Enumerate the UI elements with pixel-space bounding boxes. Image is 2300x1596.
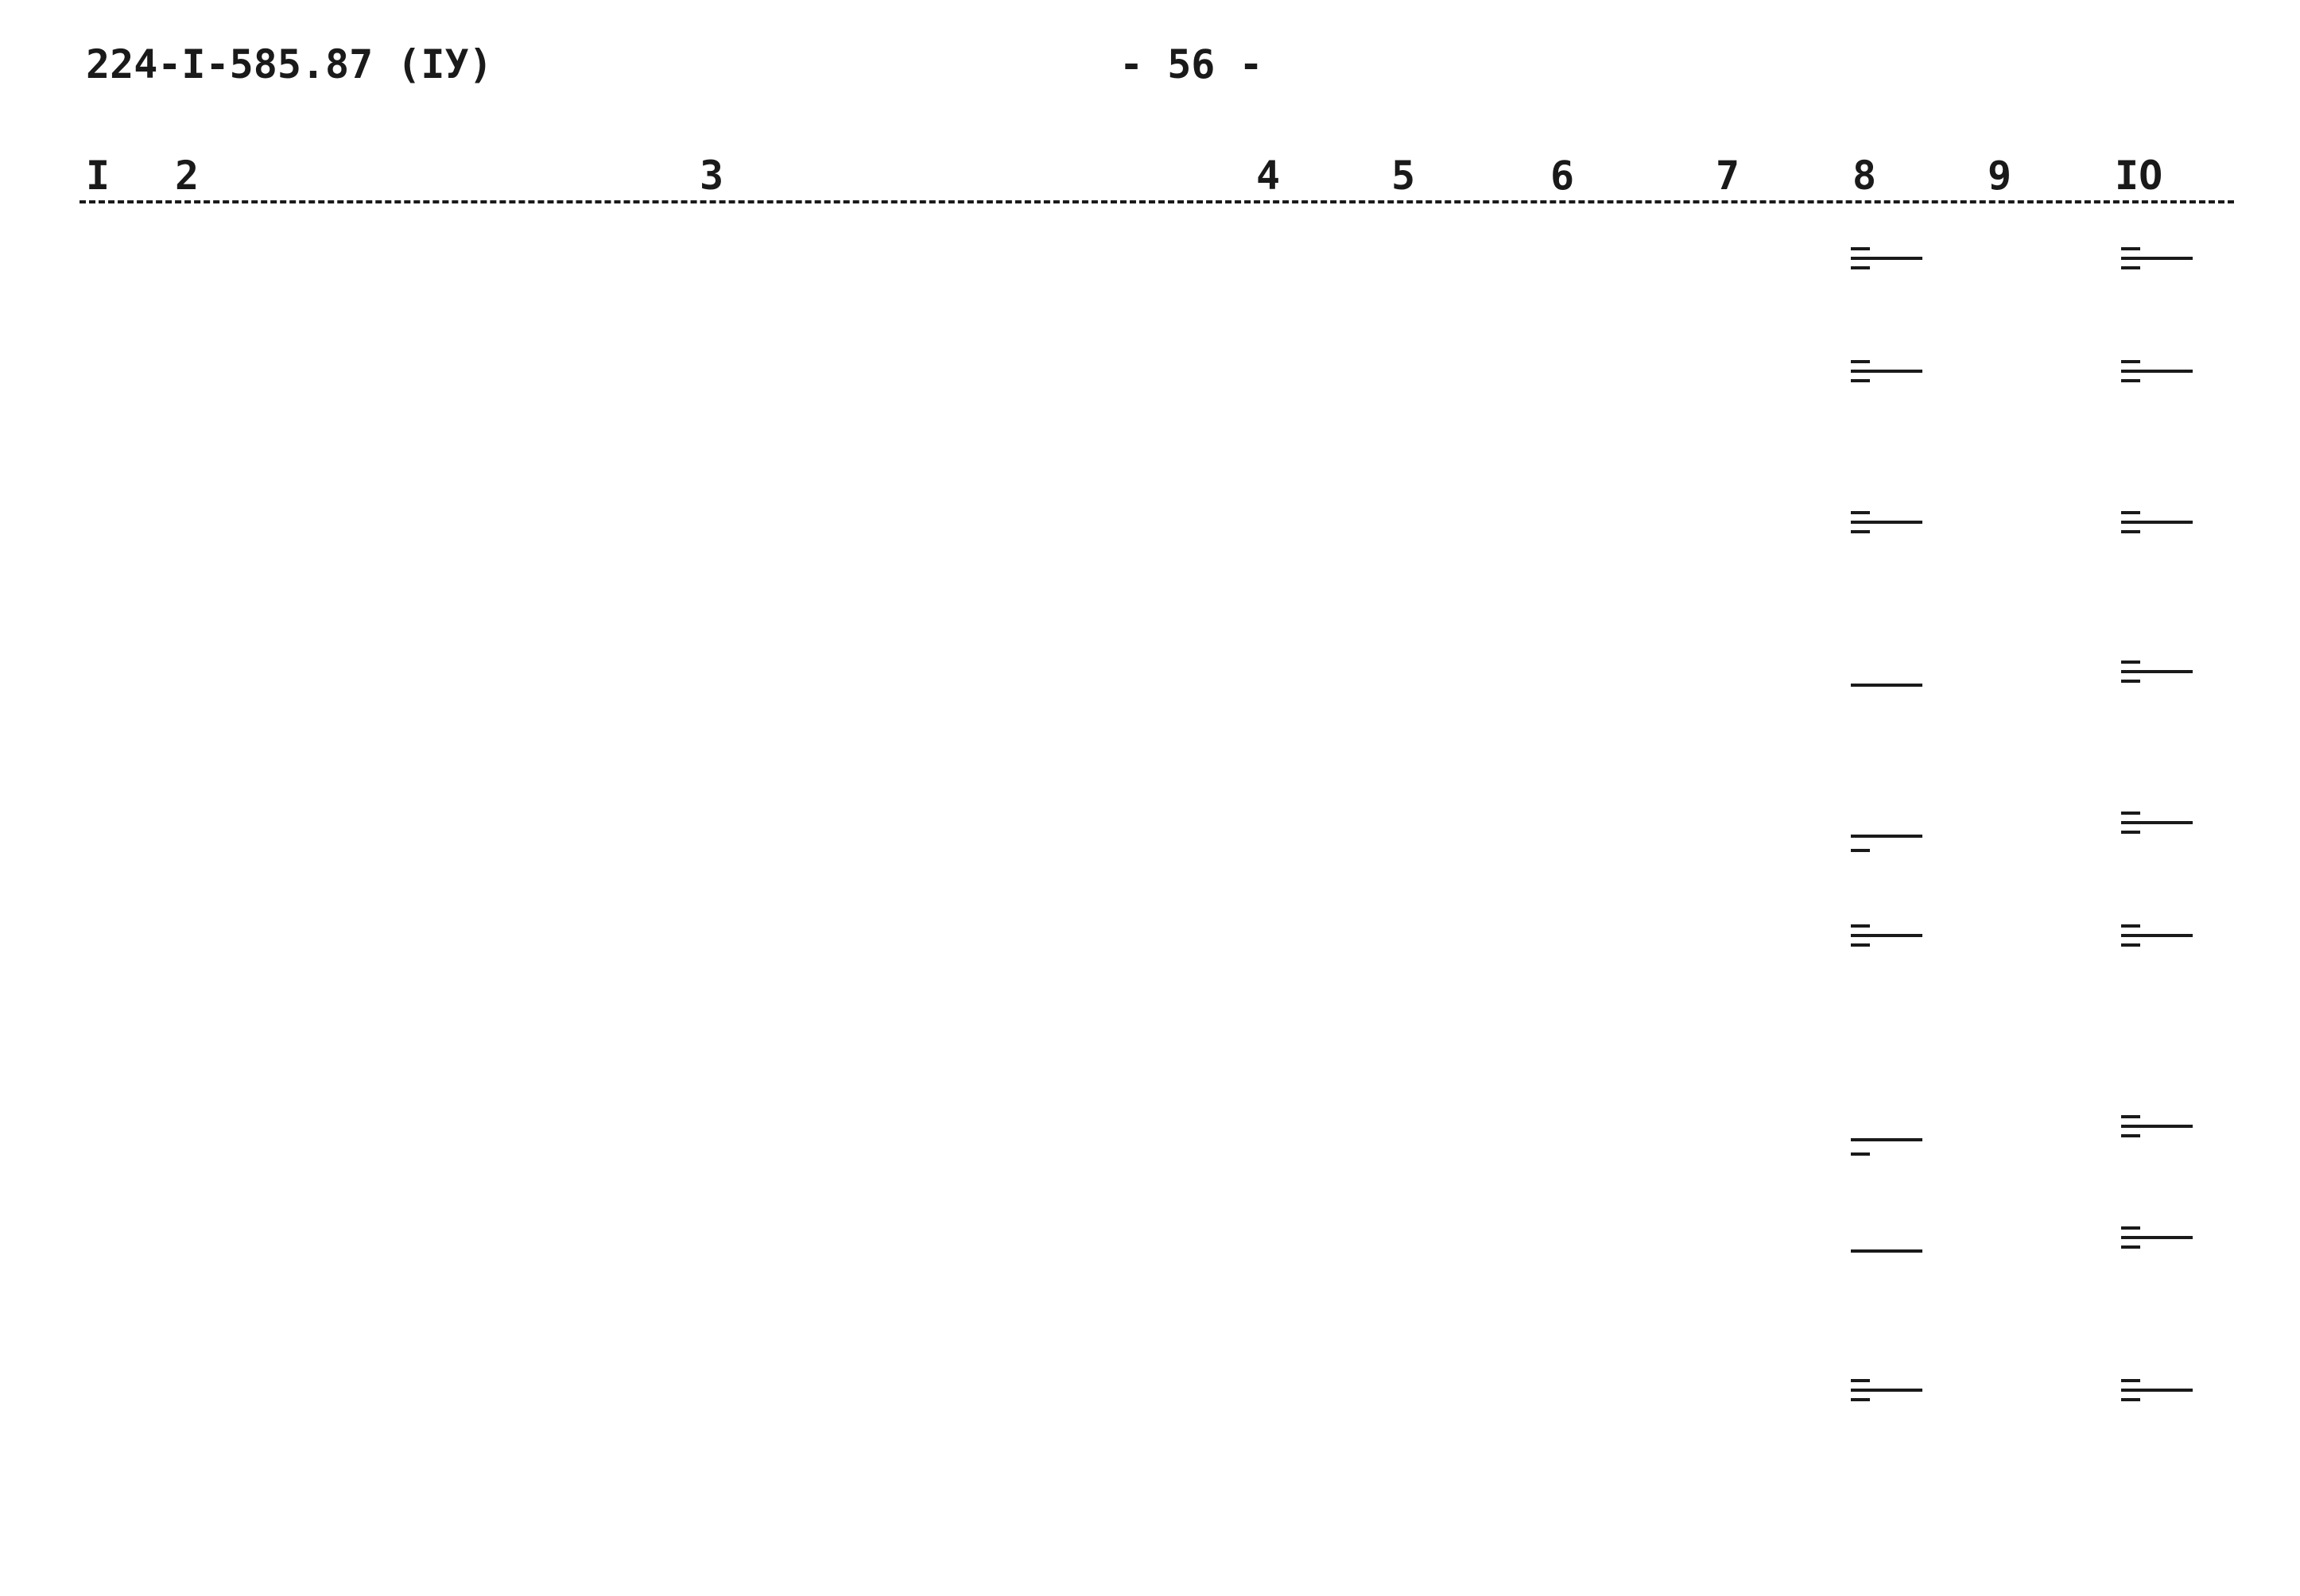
row-col10-dash-mark-mid	[2121, 257, 2193, 260]
header-divider	[80, 200, 2234, 203]
row-col8-dash-mark-top	[1851, 511, 1870, 514]
row-col8-dash-mark-mid	[1851, 1389, 1922, 1392]
row-col8-dash-mark	[1851, 346, 1922, 393]
row-col8-dash-mark-top	[1851, 360, 1870, 363]
column-header-6: 6	[1550, 153, 1575, 199]
row-col8-dash-mark-mid	[1851, 257, 1922, 260]
document-code: 224-I-585.87 (IУ)	[86, 41, 493, 87]
row-col10-dash-mark-top	[2121, 511, 2140, 514]
row-col8-underline	[1851, 684, 1922, 687]
row-col8-dash-mark-bot	[1851, 943, 1870, 947]
row-col8-dash-mark	[1851, 910, 1922, 958]
row-col10-dash-mark-bot	[2121, 1398, 2140, 1401]
row-col10-dash-mark-mid	[2121, 670, 2193, 673]
row-col10-dash-mark-bot	[2121, 530, 2140, 533]
row-col10-dash-mark-mid	[2121, 370, 2193, 373]
row-col8-dash-mark-top	[1851, 924, 1870, 928]
row-col10-dash-mark-top	[2121, 924, 2140, 928]
column-header-7: 7	[1716, 153, 1740, 199]
row-col8-dash-mark-top	[1851, 247, 1870, 250]
table-row	[0, 1097, 2300, 1192]
row-col10-dash-mark-bot	[2121, 266, 2140, 269]
table-row	[0, 342, 2300, 477]
row-col8-dash-mark-mid	[1851, 934, 1922, 937]
table-row	[0, 1361, 2300, 1456]
row-col10-dash-mark	[2121, 497, 2193, 544]
table-row	[0, 793, 2300, 889]
row-col8-dash-mark-bot	[1851, 266, 1870, 269]
table-row	[0, 1208, 2300, 1343]
row-col10-dash-mark-top	[2121, 1226, 2140, 1230]
row-col8-underline	[1851, 835, 1922, 838]
row-col8-dash-mark-mid	[1851, 370, 1922, 373]
table-row	[0, 906, 2300, 1081]
row-col10-dash-mark-top	[2121, 247, 2140, 250]
row-col10-dash-mark	[2121, 1101, 2193, 1149]
row-col8-underline	[1851, 1138, 1922, 1141]
row-col10-dash-mark	[2121, 233, 2193, 281]
row-col10-dash-mark-top	[2121, 660, 2140, 664]
row-col10-dash-mark-bot	[2121, 379, 2140, 382]
row-col10-dash-mark-mid	[2121, 1125, 2193, 1128]
row-col8-sub-dash	[1851, 849, 1870, 852]
column-header-5: 5	[1391, 153, 1416, 199]
row-col8-dash-mark-mid	[1851, 521, 1922, 524]
page-number: - 56 -	[1119, 41, 1263, 87]
row-col8-dash-mark-bot	[1851, 1398, 1870, 1401]
row-col10-dash-mark	[2121, 1212, 2193, 1260]
column-header-2: 2	[175, 153, 200, 199]
column-header-8: 8	[1852, 153, 1877, 199]
row-col10-dash-mark	[2121, 910, 2193, 958]
row-col10-dash-mark-bot	[2121, 1245, 2140, 1249]
row-col8-dash-mark-bot	[1851, 379, 1870, 382]
row-col10-dash-mark-bot	[2121, 831, 2140, 834]
column-header-3: 3	[700, 153, 724, 199]
table-row	[0, 493, 2300, 628]
row-col8-dash-mark	[1851, 233, 1922, 281]
row-col8-dash-mark-bot	[1851, 530, 1870, 533]
row-col10-dash-mark-mid	[2121, 1389, 2193, 1392]
row-col10-dash-mark	[2121, 346, 2193, 393]
row-col10-dash-mark-bot	[2121, 680, 2140, 683]
row-col8-dash-mark	[1851, 497, 1922, 544]
row-col10-dash-mark-mid	[2121, 934, 2193, 937]
row-col10-dash-mark-mid	[2121, 821, 2193, 824]
row-col10-dash-mark	[2121, 646, 2193, 694]
row-col8-dash-mark-top	[1851, 1379, 1870, 1382]
row-col10-dash-mark-mid	[2121, 521, 2193, 524]
row-col10-dash-mark-bot	[2121, 943, 2140, 947]
row-col10-dash-mark	[2121, 1365, 2193, 1412]
row-col10-dash-mark-top	[2121, 1379, 2140, 1382]
row-col10-dash-mark	[2121, 797, 2193, 845]
row-col10-dash-mark-bot	[2121, 1134, 2140, 1137]
row-col8-underline	[1851, 1249, 1922, 1253]
row-col10-dash-mark-top	[2121, 812, 2140, 815]
row-col10-dash-mark-top	[2121, 360, 2140, 363]
row-col10-dash-mark-mid	[2121, 1236, 2193, 1239]
row-col10-dash-mark-top	[2121, 1115, 2140, 1118]
column-header-1: I	[86, 153, 111, 199]
column-header-9: 9	[1988, 153, 2012, 199]
table-row	[0, 642, 2300, 777]
column-header-10: IO	[2115, 153, 2163, 199]
table-row	[0, 229, 2300, 324]
column-header-4: 4	[1256, 153, 1281, 199]
row-col8-dash-mark	[1851, 1365, 1922, 1412]
row-col8-sub-dash	[1851, 1152, 1870, 1156]
